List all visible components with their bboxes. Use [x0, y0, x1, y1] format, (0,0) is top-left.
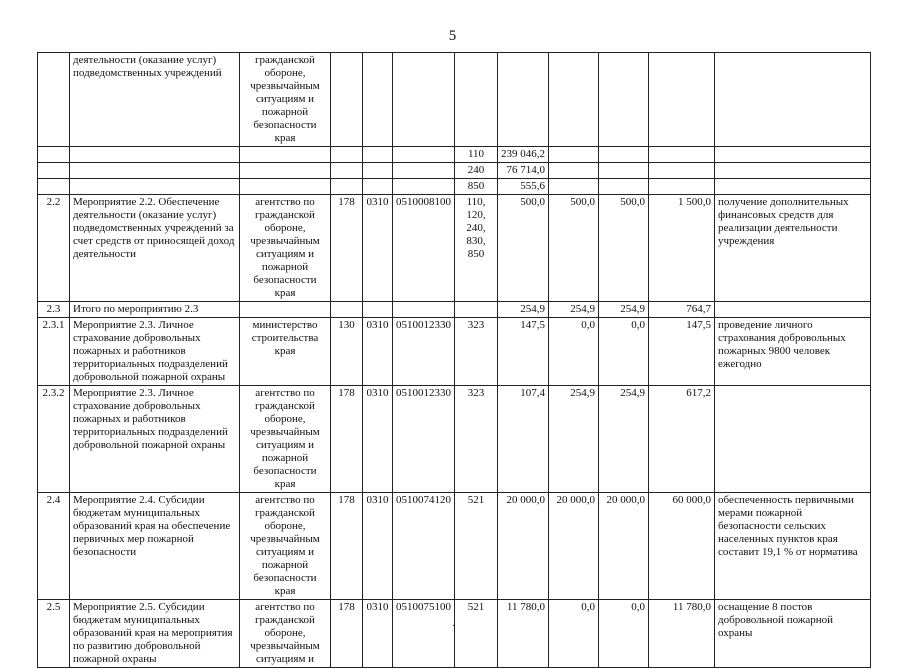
total-amount: 764,7	[649, 302, 715, 318]
year2-amount: 0,0	[549, 318, 599, 386]
year1-amount: 239 046,2	[498, 147, 549, 163]
expected-result	[715, 179, 871, 195]
year3-amount: 500,0	[599, 195, 649, 302]
target-article-code: 0510012330	[393, 318, 455, 386]
row-number	[38, 147, 70, 163]
total-amount	[649, 179, 715, 195]
total-amount	[649, 53, 715, 147]
measure-name: деятельности (оказание услуг) подведомственных учреждений	[70, 53, 240, 147]
year1-amount	[498, 53, 549, 147]
expense-type-code	[455, 53, 498, 147]
year1-amount: 500,0	[498, 195, 549, 302]
expense-type-code: 323	[455, 318, 498, 386]
year2-amount	[549, 53, 599, 147]
year3-amount	[599, 179, 649, 195]
target-article-code	[393, 179, 455, 195]
target-article-code	[393, 53, 455, 147]
table-row	[38, 318, 871, 386]
expense-type-code: 850	[455, 179, 498, 195]
section-code: 0310	[363, 386, 393, 493]
year2-amount	[549, 163, 599, 179]
measure-name: Итого по мероприятию 2.3	[70, 302, 240, 318]
total-amount: 11 780,0	[649, 600, 715, 668]
year3-amount: 0,0	[599, 318, 649, 386]
table-row	[38, 600, 871, 668]
table-row	[38, 179, 871, 195]
expected-result	[715, 386, 871, 493]
grbs-code	[331, 147, 363, 163]
year3-amount: 0,0	[599, 600, 649, 668]
grbs-code: 178	[331, 386, 363, 493]
section-code: 0310	[363, 493, 393, 600]
target-article-code: 0510075100	[393, 600, 455, 668]
year2-amount	[549, 179, 599, 195]
expected-result: обеспеченность первичными мерами пожарной безопасности сельских населенных пунктов края составит 19,1 % от норматива	[715, 493, 871, 600]
expected-result	[715, 163, 871, 179]
expected-result	[715, 302, 871, 318]
section-code: 0310	[363, 600, 393, 668]
year2-amount	[549, 147, 599, 163]
year2-amount: 500,0	[549, 195, 599, 302]
section-code: 0310	[363, 318, 393, 386]
year2-amount: 254,9	[549, 302, 599, 318]
expected-result: оснащение 8 постов добровольной пожарной охраны	[715, 600, 871, 668]
executor: агентство по гражданской обороне, чрезвычайным ситуациям и пожарной безопасности края	[240, 493, 331, 600]
table-row	[38, 163, 871, 179]
expense-type-code	[455, 302, 498, 318]
expected-result	[715, 53, 871, 147]
total-amount: 1 500,0	[649, 195, 715, 302]
row-number: 2.3	[38, 302, 70, 318]
executor	[240, 179, 331, 195]
year3-amount	[599, 147, 649, 163]
expense-type-code: 240	[455, 163, 498, 179]
measure-name: Мероприятие 2.3. Личное страхование добровольных пожарных и работников территориальных подразделений добровольной пожарной охраны	[70, 318, 240, 386]
expense-type-code: 110, 120, 240, 830, 850	[455, 195, 498, 302]
year3-amount: 254,9	[599, 302, 649, 318]
section-code	[363, 163, 393, 179]
page-number: 5	[448, 28, 457, 44]
year3-amount	[599, 53, 649, 147]
executor: агентство по гражданской обороне, чрезвычайным ситуациям и пожарной безопасности края	[240, 386, 331, 493]
year1-amount: 107,4	[498, 386, 549, 493]
section-code	[363, 302, 393, 318]
section-code: 0310	[363, 195, 393, 302]
row-number: 2.3.1	[38, 318, 70, 386]
table-row	[38, 493, 871, 600]
year1-amount: 147,5	[498, 318, 549, 386]
measure-name	[70, 163, 240, 179]
year1-amount: 76 714,0	[498, 163, 549, 179]
table-row	[38, 386, 871, 493]
target-article-code	[393, 163, 455, 179]
year1-amount: 11 780,0	[498, 600, 549, 668]
row-number	[38, 163, 70, 179]
grbs-code: 178	[331, 600, 363, 668]
grbs-code	[331, 179, 363, 195]
row-number: 2.4	[38, 493, 70, 600]
expense-type-code: 521	[455, 493, 498, 600]
section-code	[363, 147, 393, 163]
total-amount: 617,2	[649, 386, 715, 493]
target-article-code: 0510074120	[393, 493, 455, 600]
executor: министерство строительства края	[240, 318, 331, 386]
year3-amount	[599, 163, 649, 179]
executor	[240, 147, 331, 163]
measure-name: Мероприятие 2.5. Субсидии бюджетам муниципальных образований края на мероприятия по развитию добровольной пожарной охраны	[70, 600, 240, 668]
expense-type-code: 521	[455, 600, 498, 668]
expense-type-code: 323	[455, 386, 498, 493]
expected-result: получение дополнительных финансовых средств для реализации деятельности учреждения	[715, 195, 871, 302]
total-amount	[649, 163, 715, 179]
year2-amount: 20 000,0	[549, 493, 599, 600]
executor	[240, 163, 331, 179]
table-row	[38, 147, 871, 163]
expected-result	[715, 147, 871, 163]
expected-result: проведение личного страхования добровольных пожарных 9800 человек ежегодно	[715, 318, 871, 386]
row-number	[38, 179, 70, 195]
executor	[240, 302, 331, 318]
year3-amount: 254,9	[599, 386, 649, 493]
footer-mark: ·	[452, 620, 456, 632]
program-measures-table	[37, 52, 871, 668]
row-number: 2.5	[38, 600, 70, 668]
target-article-code: 0510008100	[393, 195, 455, 302]
table-row	[38, 53, 871, 147]
row-number: 2.3.2	[38, 386, 70, 493]
grbs-code: 178	[331, 195, 363, 302]
target-article-code: 0510012330	[393, 386, 455, 493]
total-amount: 60 000,0	[649, 493, 715, 600]
measure-name	[70, 147, 240, 163]
total-amount	[649, 147, 715, 163]
row-number: 2.2	[38, 195, 70, 302]
section-code	[363, 179, 393, 195]
year3-amount: 20 000,0	[599, 493, 649, 600]
grbs-code: 130	[331, 318, 363, 386]
row-number	[38, 53, 70, 147]
year1-amount: 20 000,0	[498, 493, 549, 600]
measure-name: Мероприятие 2.4. Субсидии бюджетам муниципальных образований края на обеспечение первичных мер пожарной безопасности	[70, 493, 240, 600]
year2-amount: 0,0	[549, 600, 599, 668]
grbs-code	[331, 53, 363, 147]
year1-amount: 254,9	[498, 302, 549, 318]
expense-type-code: 110	[455, 147, 498, 163]
table-row	[38, 302, 871, 318]
year1-amount: 555,6	[498, 179, 549, 195]
grbs-code	[331, 302, 363, 318]
table-row	[38, 195, 871, 302]
target-article-code	[393, 147, 455, 163]
executor: агентство по гражданской обороне, чрезвычайным ситуациям и	[240, 600, 331, 668]
grbs-code: 178	[331, 493, 363, 600]
total-amount: 147,5	[649, 318, 715, 386]
measure-name: Мероприятие 2.3. Личное страхование добровольных пожарных и работников территориальных подразделений добровольной пожарной охраны	[70, 386, 240, 493]
target-article-code	[393, 302, 455, 318]
year2-amount: 254,9	[549, 386, 599, 493]
measure-name: Мероприятие 2.2. Обеспечение деятельности (оказание услуг) подведомственных учреждений за счет средств от приносящей доход деятельности	[70, 195, 240, 302]
grbs-code	[331, 163, 363, 179]
executor: агентство по гражданской обороне, чрезвычайным ситуациям и пожарной безопасности края	[240, 195, 331, 302]
section-code	[363, 53, 393, 147]
executor: гражданской обороне, чрезвычайным ситуациям и пожарной безопасности края	[240, 53, 331, 147]
measure-name	[70, 179, 240, 195]
